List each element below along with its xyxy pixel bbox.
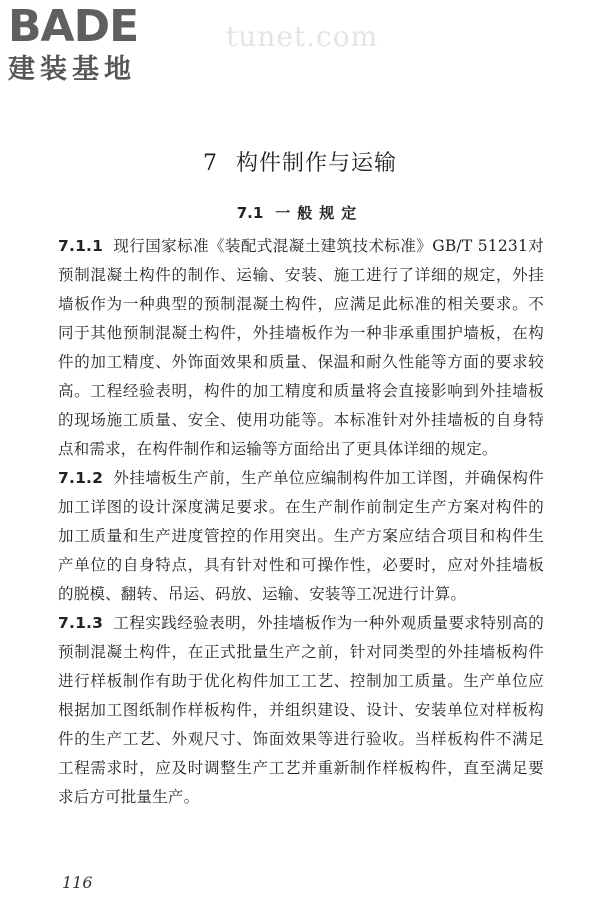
clause-paragraph bbox=[58, 232, 544, 464]
chapter-number: 7 bbox=[202, 151, 218, 176]
clause-text: 现行国家标准《装配式混凝土建筑技术标准》GB/T 51231对预制混凝土构件的制作、运输、安装、施工进行了详细的规定，外挂墙板作为一种典型的预制混凝土构件，应满足此标准的相关要求。不同于其他预制混凝土构件，外挂墙板作为一种非承重围护墙板，在构件的加工精度、外饰面效果和质量、保温和耐久性能等方面的要求较高。工程经验表明，构件的加工精度和质量将会直接影响到外挂墙板的现场施工质量、安全、使用功能等。本标准针对外挂墙板的自身特点和需求，在构件制作和运输等方面给出了更具体详细的规定。 bbox=[58, 237, 544, 458]
clause-number: 7.1.1 bbox=[58, 237, 104, 255]
section-number: 7.1 bbox=[236, 204, 264, 222]
chapter-title-text: 构件制作与运输 bbox=[235, 151, 397, 176]
clause-text: 外挂墙板生产前，生产单位应编制构件加工详图，并确保构件加工详图的设计深度满足要求。在生产制作前制定生产方案对构件的加工质量和生产进度管控的作用突出。生产方案应结合项目和构件生产单位的自身特点，具有针对性和可操作性，必要时，应对外挂墙板的脱模、翻转、吊运、码放、运输、安装等工况进行计算。 bbox=[58, 469, 544, 603]
section-title-text: 一般规定 bbox=[275, 204, 364, 222]
logo-subtitle: 建装基地 bbox=[8, 54, 136, 85]
watermark: tunet.com bbox=[226, 20, 379, 53]
clause-text: 工程实践经验表明，外挂墙板作为一种外观质量要求特别高的预制混凝土构件，在正式批量生产之前，针对同类型的外挂墙板构件进行样板制作有助于优化构件加工工艺、控制加工质量。生产单位应根据加工图纸制作样板构件，并组织建设、设计、安装单位对样板构件的生产工艺、外观尺寸、饰面效果等进行验收。当样板构件不满足工程需求时，应及时调整生产工艺并重新制作样板构件，直至满足要求后方可批量生产。 bbox=[58, 614, 544, 806]
page-number: 116 bbox=[62, 873, 93, 892]
body-text bbox=[58, 232, 544, 812]
logo-brand: BADE bbox=[8, 1, 139, 52]
clause-number: 7.1.2 bbox=[58, 469, 104, 487]
chapter-title bbox=[0, 146, 600, 177]
clause-number: 7.1.3 bbox=[58, 614, 104, 632]
clause-paragraph bbox=[58, 609, 544, 812]
bade-logo bbox=[8, 2, 178, 86]
section-title bbox=[0, 202, 600, 223]
clause-paragraph bbox=[58, 464, 544, 609]
